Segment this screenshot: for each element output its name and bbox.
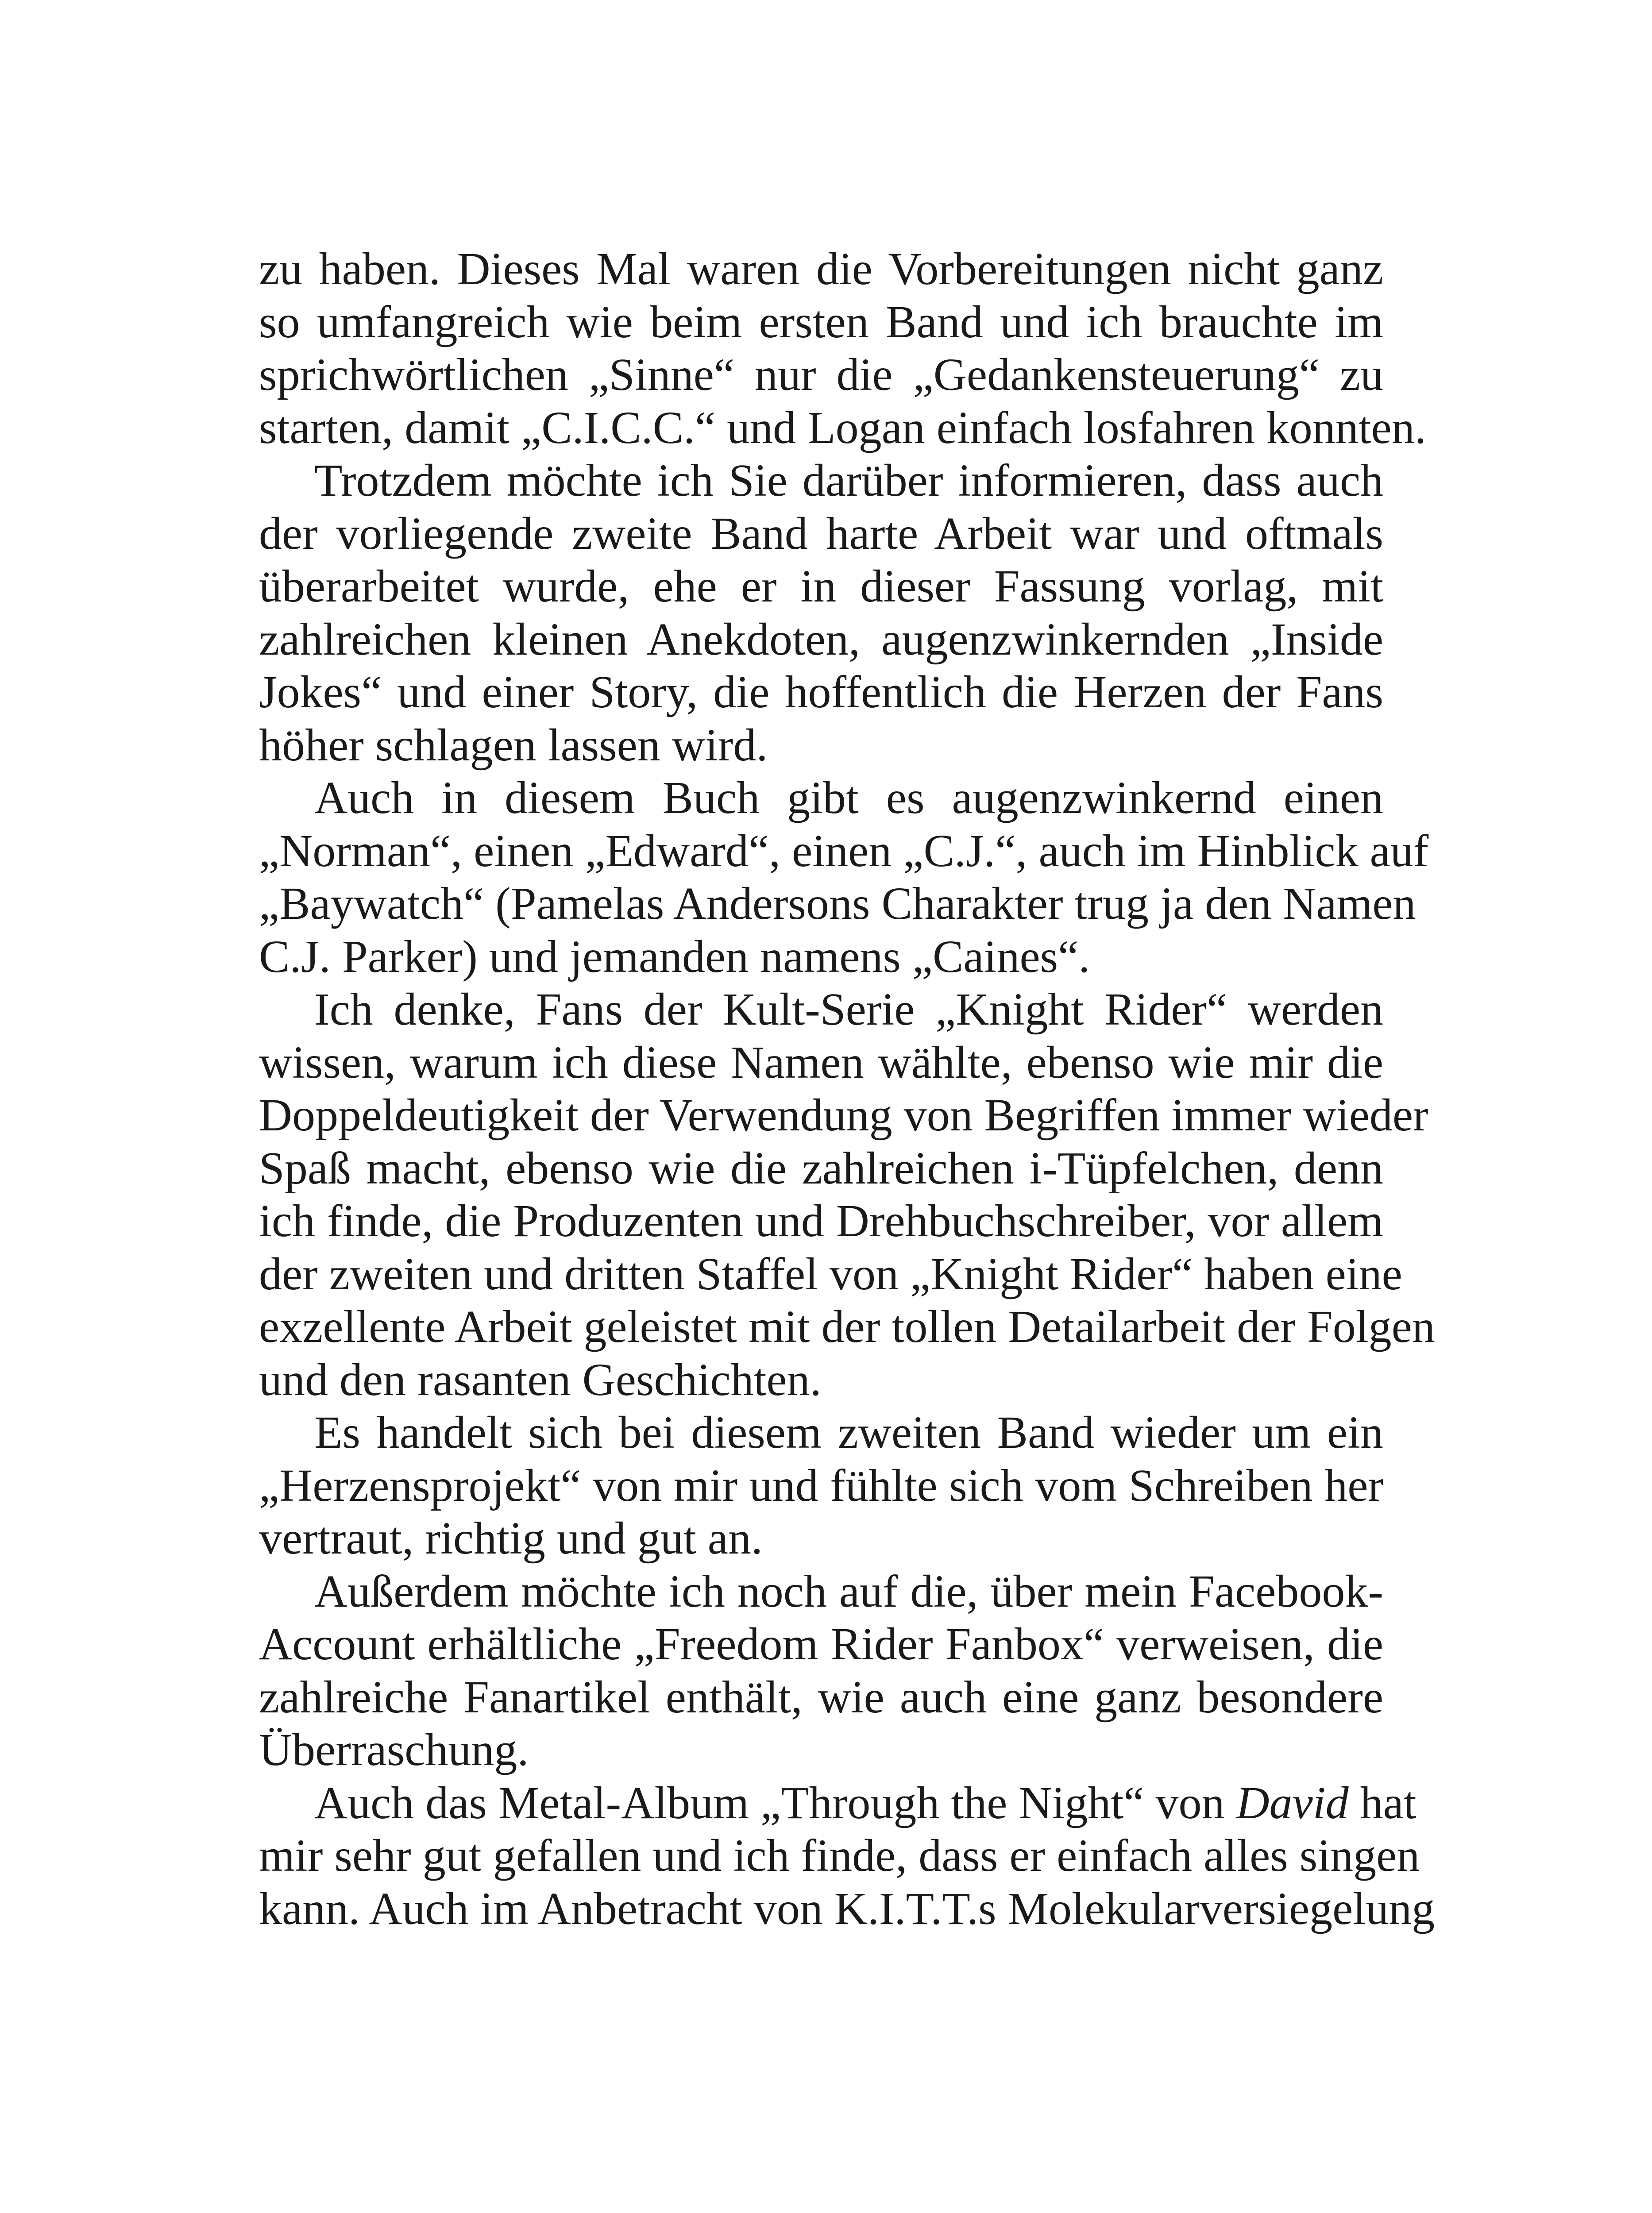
paragraph-last-line: C.J. Parker) und jemanden namens „Caines“.	[259, 931, 1090, 982]
text-line: sprichwörtlichen „Sinne“ nur die „Gedankensteuerung“ zu	[259, 349, 1383, 400]
paragraph-last-line: höher schlagen lassen wird.	[259, 719, 768, 771]
paragraph-first-line: Ich denke, Fans der Kult-Serie „Knight Rider“ werden	[314, 984, 1383, 1035]
text-line: Jokes“ und einer Story, die hoffentlich die Herzen der Fans	[259, 667, 1383, 717]
text-line: Doppeldeutigkeit der Verwendung von Begriffen immer wieder	[259, 1090, 1428, 1141]
line-segment: Auch das Metal-Album „Through the Night“ von	[314, 1777, 1225, 1828]
text-line: Account erhältliche „Freedom Rider Fanbox“ verweisen, die	[259, 1619, 1383, 1669]
text-line: der zweiten und dritten Staffel von „Knight Rider“ haben eine	[259, 1248, 1402, 1299]
italic-name: David	[1236, 1777, 1349, 1828]
text-line: mir sehr gut gefallen und ich finde, dass er einfach alles singen	[259, 1830, 1420, 1881]
paragraph-last-line: vertraut, richtig und gut an.	[259, 1513, 763, 1564]
paragraph-last-line: Überraschung.	[259, 1724, 529, 1775]
text-line: ich finde, die Produzenten und Drehbuchschreiber, vor allem	[259, 1195, 1383, 1246]
text-line: exzellente Arbeit geleistet mit der tollen Detailarbeit der Folgen	[259, 1301, 1435, 1352]
paragraph-first-line: Auch in diesem Buch gibt es augenzwinkernd einen	[314, 772, 1383, 823]
text-line: kann. Auch im Anbetracht von K.I.T.T.s Molekularversiegelung	[259, 1883, 1435, 1934]
text-line: zahlreiche Fanartikel enthält, wie auch eine ganz besondere	[259, 1671, 1383, 1723]
text-line: starten, damit „C.I.C.C.“ und Logan einfach losfahren konnten.	[259, 402, 1426, 453]
paragraph-first-line: Es handelt sich bei diesem zweiten Band wieder um ein	[314, 1407, 1383, 1458]
text-line: überarbeitet wurde, ehe er in dieser Fassung vorlag, mit	[259, 561, 1383, 612]
body-text	[259, 243, 1435, 1935]
text-line: „Norman“, einen „Edward“, einen „C.J.“, auch im Hinblick auf	[259, 825, 1429, 876]
paragraph-last-line: und den rasanten Geschichten.	[259, 1354, 822, 1405]
paragraph-first-line: Trotzdem möchte ich Sie darüber informieren, dass auch	[314, 455, 1383, 506]
text-line: „Herzensprojekt“ von mir und fühlte sich vom Schreiben her	[259, 1460, 1383, 1511]
paragraph-first-line: Außerdem möchte ich noch auf die, über mein Facebook-	[314, 1565, 1383, 1617]
text-line: der vorliegende zweite Band harte Arbeit war und oftmals	[259, 508, 1383, 559]
text-line: Spaß macht, ebenso wie die zahlreichen i-Tüpfelchen, denn	[259, 1142, 1383, 1194]
paragraph-first-line	[259, 1777, 1417, 1830]
text-line: „Baywatch“ (Pamelas Andersons Charakter trug ja den Namen	[259, 878, 1416, 929]
text-line: so umfangreich wie beim ersten Band und ich brauchte im	[259, 296, 1383, 347]
text-line: wissen, warum ich diese Namen wählte, ebenso wie mir die	[259, 1037, 1383, 1088]
text-line: zahlreichen kleinen Anekdoten, augenzwinkernden „Inside	[259, 613, 1383, 665]
text-line: zu haben. Dieses Mal waren die Vorbereitungen nicht ganz	[259, 243, 1383, 294]
line-segment: hat	[1360, 1777, 1417, 1828]
